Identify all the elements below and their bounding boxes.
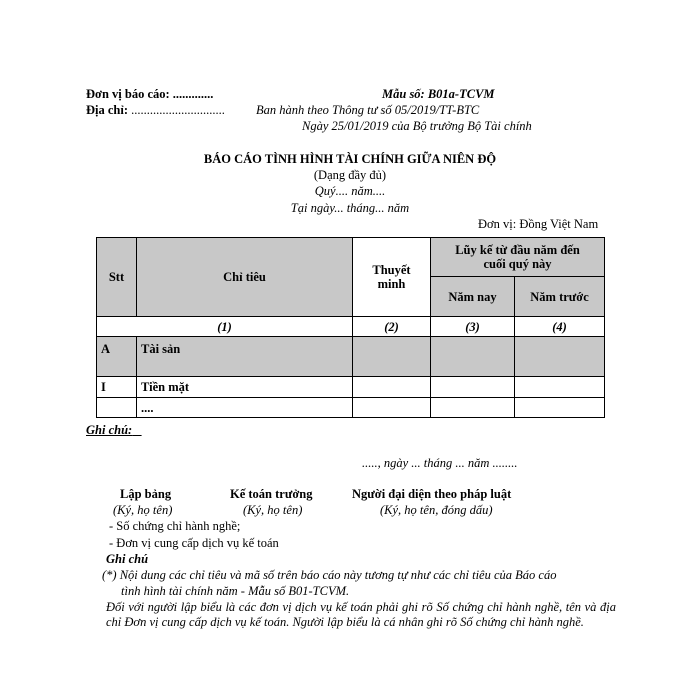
- report-period: Quý.... năm....: [314, 184, 386, 198]
- representative-title: Người đại diện theo pháp luật: [352, 487, 512, 501]
- row-last-year-cell: [515, 377, 605, 398]
- header-indicator: Chỉ tiêu: [137, 238, 353, 317]
- form-type: (Dạng đầy đủ): [313, 168, 387, 182]
- index-col-2: (2): [353, 317, 431, 337]
- row-stt: I: [97, 377, 137, 398]
- header-stt: Stt: [97, 238, 137, 317]
- row-stt: [97, 398, 137, 418]
- header-note: Thuyết minh: [353, 238, 431, 317]
- form-number: Mẫu số: B01a-TCVM: [382, 87, 495, 101]
- issued-by-line-1: Ban hành theo Thông tư số 05/2019/TT-BTC: [256, 103, 480, 117]
- date-sign-line: ....., ngày ... tháng ... năm ........: [362, 456, 518, 470]
- row-label: Tài sản: [137, 337, 353, 377]
- row-label: ....: [137, 398, 353, 418]
- certificate-line: - Số chứng chỉ hành nghề;: [109, 519, 241, 533]
- issued-by-line-2: Ngày 25/01/2019 của Bộ trưởng Bộ Tài chính: [302, 119, 532, 133]
- service-provider-line: - Đơn vị cung cấp dịch vụ kế toán: [109, 536, 279, 550]
- note-1-line-2: tình hình tài chính năm - Mẫu số B01-TCVM.: [121, 584, 350, 598]
- index-col-3: (3): [431, 317, 515, 337]
- notes-label: Ghi chú: [106, 552, 149, 566]
- currency-unit: Đơn vị: Đồng Việt Nam: [478, 217, 599, 231]
- header-this-year: Năm nay: [431, 277, 515, 317]
- footnote-label: Ghi chú:: [86, 423, 133, 437]
- table-row: [97, 377, 605, 398]
- row-note-cell: [353, 377, 431, 398]
- financial-table: [96, 237, 605, 418]
- report-title: BÁO CÁO TÌNH HÌNH TÀI CHÍNH GIỮA NIÊN ĐỘ: [203, 152, 497, 166]
- representative-sign: (Ký, họ tên, đóng dấu): [380, 503, 493, 517]
- preparer-title: Lập bảng: [120, 487, 172, 501]
- report-date: Tại ngày... tháng... năm: [290, 201, 410, 215]
- row-last-year-cell: [515, 398, 605, 418]
- header-cumulative: Lũy kế từ đầu năm đến cuối quý này: [431, 238, 605, 277]
- address-line: Địa chỉ: ..............................: [86, 103, 225, 117]
- row-stt: A: [97, 337, 137, 377]
- row-this-year-cell: [431, 377, 515, 398]
- table-row: [97, 337, 605, 377]
- reporting-unit-label: Đơn vị báo cáo: .............: [86, 87, 214, 101]
- row-this-year-cell: [431, 398, 515, 418]
- note-1-line-1: (*) Nội dung các chỉ tiêu và mã số trên báo cáo này tương tự như các chỉ tiêu của Báo cáo: [102, 568, 557, 582]
- row-note-cell: [353, 398, 431, 418]
- note-2: Đối với người lập biểu là các đơn vị dịch vụ kế toán phải ghi rõ Số chứng chỉ hành nghề, tên và địa chỉ Đơn vị cung cấp dịch vụ kế toán. Người lập biểu là cá nhân ghi rõ Số chứng chỉ hành nghề.: [106, 600, 616, 629]
- header-last-year: Năm trước: [515, 277, 605, 317]
- accountant-title: Kế toán trưởng: [230, 487, 313, 501]
- row-label: Tiền mặt: [137, 377, 353, 398]
- row-this-year-cell: [431, 337, 515, 377]
- row-last-year-cell: [515, 337, 605, 377]
- index-col-1: (1): [97, 317, 353, 337]
- accountant-sign: (Ký, họ tên): [243, 503, 303, 517]
- preparer-sign: (Ký, họ tên): [113, 503, 173, 517]
- index-col-4: (4): [515, 317, 605, 337]
- table-row: [97, 398, 605, 418]
- row-note-cell: [353, 337, 431, 377]
